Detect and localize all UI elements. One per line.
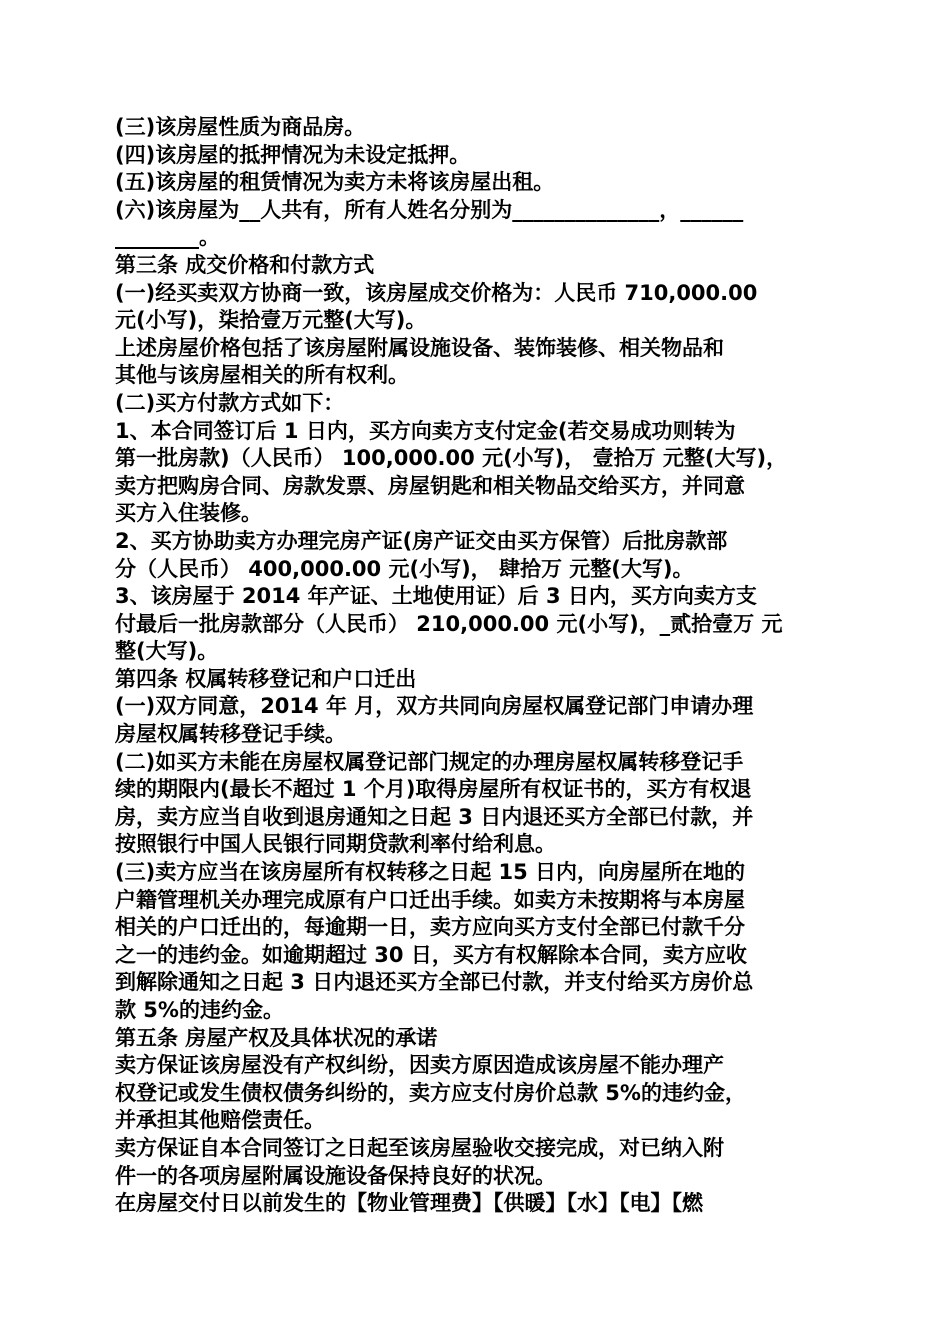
text-line: 元(小写)，柒拾壹万元整(大写)。 xyxy=(115,308,427,333)
text-line: 其他与该房屋相关的所有权利。 xyxy=(115,363,409,388)
text-line: 1、本合同签订后 1 日内，买方向卖方支付定金(若交易成功则转为 xyxy=(115,418,736,443)
text-line: 到解除通知之日起 3 日内退还买方全部已付款，并支付给买方房价总 xyxy=(115,970,754,995)
text-line: 上述房屋价格包括了该房屋附属设施设备、装饰装修、相关物品和 xyxy=(115,335,724,360)
text-line: 房，卖方应当自收到退房通知之日起 3 日内退还买方全部已付款，并 xyxy=(115,804,754,829)
section-heading: 第三条 成交价格和付款方式 xyxy=(115,252,375,277)
text-line: (五)该房屋的租赁情况为卖方未将该房屋出租。 xyxy=(115,170,555,195)
text-line: 房屋权属转移登记手续。 xyxy=(115,722,346,747)
text-line: 分（人民币） 400,000.00 元(小写)， 肆拾万 元整(大写)。 xyxy=(115,556,694,581)
section-heading: 第四条 权属转移登记和户口迁出 xyxy=(115,666,417,691)
text-line: 在房屋交付日以前发生的【物业管理费】【供暖】【水】【电】【燃 xyxy=(115,1191,703,1216)
text-line: ________。 xyxy=(115,225,220,250)
text-line: 3、该房屋于 2014 年产证、土地使用证）后 3 日内，买方向卖方支 xyxy=(115,584,757,609)
text-line: 卖方保证该房屋没有产权纠纷，因卖方原因造成该房屋不能办理产 xyxy=(115,1053,724,1078)
text-line: (四)该房屋的抵押情况为未设定抵押。 xyxy=(115,142,471,167)
text-line: 按照银行中国人民银行同期贷款利率付给利息。 xyxy=(115,832,556,857)
text-line: 第一批房款)（人民币） 100,000.00 元(小写)， 壹拾万 元整(大写)， xyxy=(115,446,788,471)
text-line: 付最后一批房款部分（人民币） 210,000.00 元(小写)，_贰拾壹万 元 xyxy=(115,611,783,636)
text-line: (三)卖方应当在该房屋所有权转移之日起 15 日内，向房屋所在地的 xyxy=(115,860,746,885)
section-heading: 第五条 房屋产权及具体状况的承诺 xyxy=(115,1025,438,1050)
text-line: 2、买方协助卖方办理完房产证(房产证交由买方保管）后批房款部 xyxy=(115,528,728,553)
text-line: (二)如买方未能在房屋权属登记部门规定的办理房屋权属转移登记手 xyxy=(115,749,744,774)
text-line: 相关的户口迁出的，每逾期一日，卖方应向买方支付全部已付款千分 xyxy=(115,915,745,940)
text-line: 之一的违约金。如逾期超过 30 日，买方有权解除本合同，卖方应收 xyxy=(115,942,747,967)
text-line: (三)该房屋性质为商品房。 xyxy=(115,115,366,139)
text-line: (二)买方付款方式如下： xyxy=(115,390,345,415)
text-line: 卖方把购房合同、房款发票、房屋钥匙和相关物品交给买方，并同意 xyxy=(115,473,745,498)
text-line: (一)经买卖双方协商一致，该房屋成交价格为：人民币 710,000.00 xyxy=(115,280,758,305)
document-body xyxy=(115,114,837,1218)
text-line: (一)双方同意，2014 年 月，双方共同向房屋权属登记部门申请办理 xyxy=(115,694,754,719)
text-line: 整(大写)。 xyxy=(115,639,219,664)
text-line: 续的期限内(最长不超过 1 个月)取得房屋所有权证书的，买方有权退 xyxy=(115,777,752,802)
text-line: 权登记或发生债权债务纠纷的，卖方应支付房价总款 5%的违约金， xyxy=(115,1080,746,1105)
text-line: (六)该房屋为__人共有，所有人姓名分别为______________，______ xyxy=(115,197,744,222)
text-line: 款 5%的违约金。 xyxy=(115,998,284,1022)
text-line: 卖方保证自本合同签订之日起至该房屋验收交接完成，对已纳入附 xyxy=(115,1135,724,1160)
text-line: 户籍管理机关办理完成原有户口迁出手续。如卖方未按期将与本房屋 xyxy=(115,887,745,912)
text-line: 并承担其他赔偿责任。 xyxy=(115,1108,325,1133)
text-line: 买方入住装修。 xyxy=(115,501,262,526)
text-line: 件一的各项房屋附属设施设备保持良好的状况。 xyxy=(115,1163,556,1188)
